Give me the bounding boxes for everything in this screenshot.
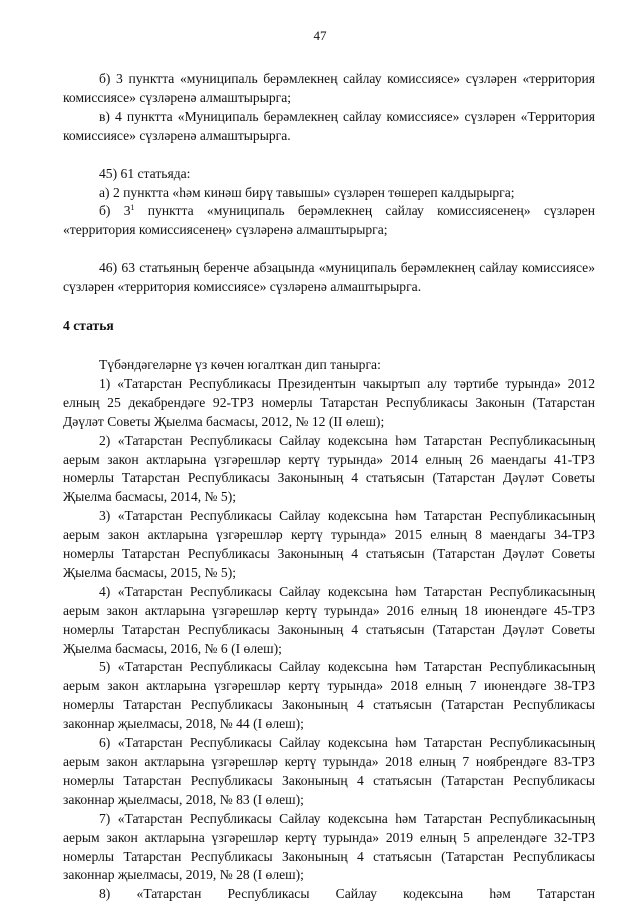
- paragraph-text: пунктта «муниципаль берәмлекнең сайлау комиссиясенең» сүзләрен «территория комиссиясенең» сүзләренә алмаштырырга;: [63, 203, 595, 238]
- superscript: 1: [130, 203, 135, 213]
- paragraph: 45) 61 статьяда:: [99, 165, 191, 181]
- page-number: 47: [313, 28, 327, 43]
- paragraph: 2) «Татарстан Республикасы Сайлау кодексына һәм Татарстан Республикасының аерым закон актларына үзгәрешләр кертү турында» 2014 елның 26 маендагы 41-ТРЗ номерлы Татарстан Республикасы Законының 4 статьясын (Татарстан Дәүләт Советы Җыелма басмасы, 2014, № 5);: [63, 432, 595, 505]
- paragraph: Түбәндәгеләрне үз көчен югалткан дип танырга:: [99, 356, 381, 372]
- paragraph: 7) «Татарстан Республикасы Сайлау кодексына һәм Татарстан Республикасының аерым закон актларына үзгәрешләр кертү турында» 2019 елның 5 апрелендәге 32-ТРЗ номерлы Татарстан Республикасы Законының 4 статьясын (Татарстан Республикасы законнар җыелмасы, 2019, № 28 (I өлеш);: [63, 810, 595, 883]
- paragraph: [63, 202, 595, 240]
- paragraph: 1) «Татарстан Республикасы Президентын чакыртып алу тәртибе турында» 2012 елның 25 декабрендәге 92-ТРЗ номерлы Татарстан Республикасы Законын (Татарстан Дәүләт Советы Җыелма басмасы, 2012, № 12 (II өлеш);: [63, 375, 595, 429]
- paragraph: 46) 63 статьяның беренче абзацында «муниципаль берәмлекнең сайлау комиссиясе» сүзләрен «территория комиссиясе» сүзләренә алмаштырырга.: [63, 260, 595, 295]
- paragraph-spacer: [63, 146, 595, 165]
- paragraph-spacer: [63, 240, 595, 259]
- paragraph: 3) «Татарстан Республикасы Сайлау кодексына һәм Татарстан Республикасының аерым закон актларына үзгәрешләр кертү турында» 2015 елның 8 маендагы 34-ТРЗ номерлы Татарстан Республикасы Законының 4 статьясын (Татарстан Дәүләт Советы Җыелма басмасы, 2015, № 5);: [63, 508, 595, 580]
- paragraph-spacer: [63, 336, 595, 356]
- paragraph: 4) «Татарстан Республикасы Сайлау кодексына һәм Татарстан Республикасының аерым закон актларына үзгәрешләр кертү турында» 2016 елның 18 июнендәге 45-ТРЗ номерлы Татарстан Республикасы Законының 4 статьясын (Татарстан Дәүләт Советы Җыелма басмасы, 2016, № 6 (I өлеш);: [63, 583, 595, 656]
- document-body: [63, 70, 595, 904]
- paragraph: в) 4 пунктта «Муниципаль берәмлекнең сайлау комиссиясе» сүзләрен «Территория комиссиясе» сүзләренә алмаштырырга.: [63, 108, 595, 143]
- paragraph: 5) «Татарстан Республикасы Сайлау кодексына һәм Татарстан Республикасының аерым закон актларына үзгәрешләр кертү турында» 2018 елның 7 июнендәге 38-ТРЗ номерлы Татарстан Республикасы Законының 4 статьясын (Татарстан Республикасы законнар җыелмасы, 2018, № 44 (I өлеш);: [63, 659, 595, 732]
- paragraph: а) 2 пунктта «һәм кинәш бирү тавышы» сүзләрен төшереп калдырырга;: [99, 184, 515, 200]
- paragraph: 8) «Татарстан Республикасы Сайлау кодексына һәм Татарстан: [99, 886, 595, 902]
- section-heading: 4 статья: [63, 318, 114, 334]
- paragraph-spacer: [63, 297, 595, 317]
- paragraph: 6) «Татарстан Республикасы Сайлау кодексына һәм Татарстан Республикасының аерым закон актларына үзгәрешләр кертү турында» 2018 елның 7 ноябрендәге 83-ТРЗ номерлы Татарстан Республикасы Законының 4 статьясын (Татарстан Республикасы законнар җыелмасы, 2018, № 83 (I өлеш);: [63, 735, 595, 807]
- paragraph-text: б) 3: [99, 203, 131, 219]
- paragraph: б) 3 пунктта «муниципаль берәмлекнең сайлау комиссиясе» сүзләрен «территория комиссиясе» сүзләренә алмаштырырга;: [63, 71, 595, 105]
